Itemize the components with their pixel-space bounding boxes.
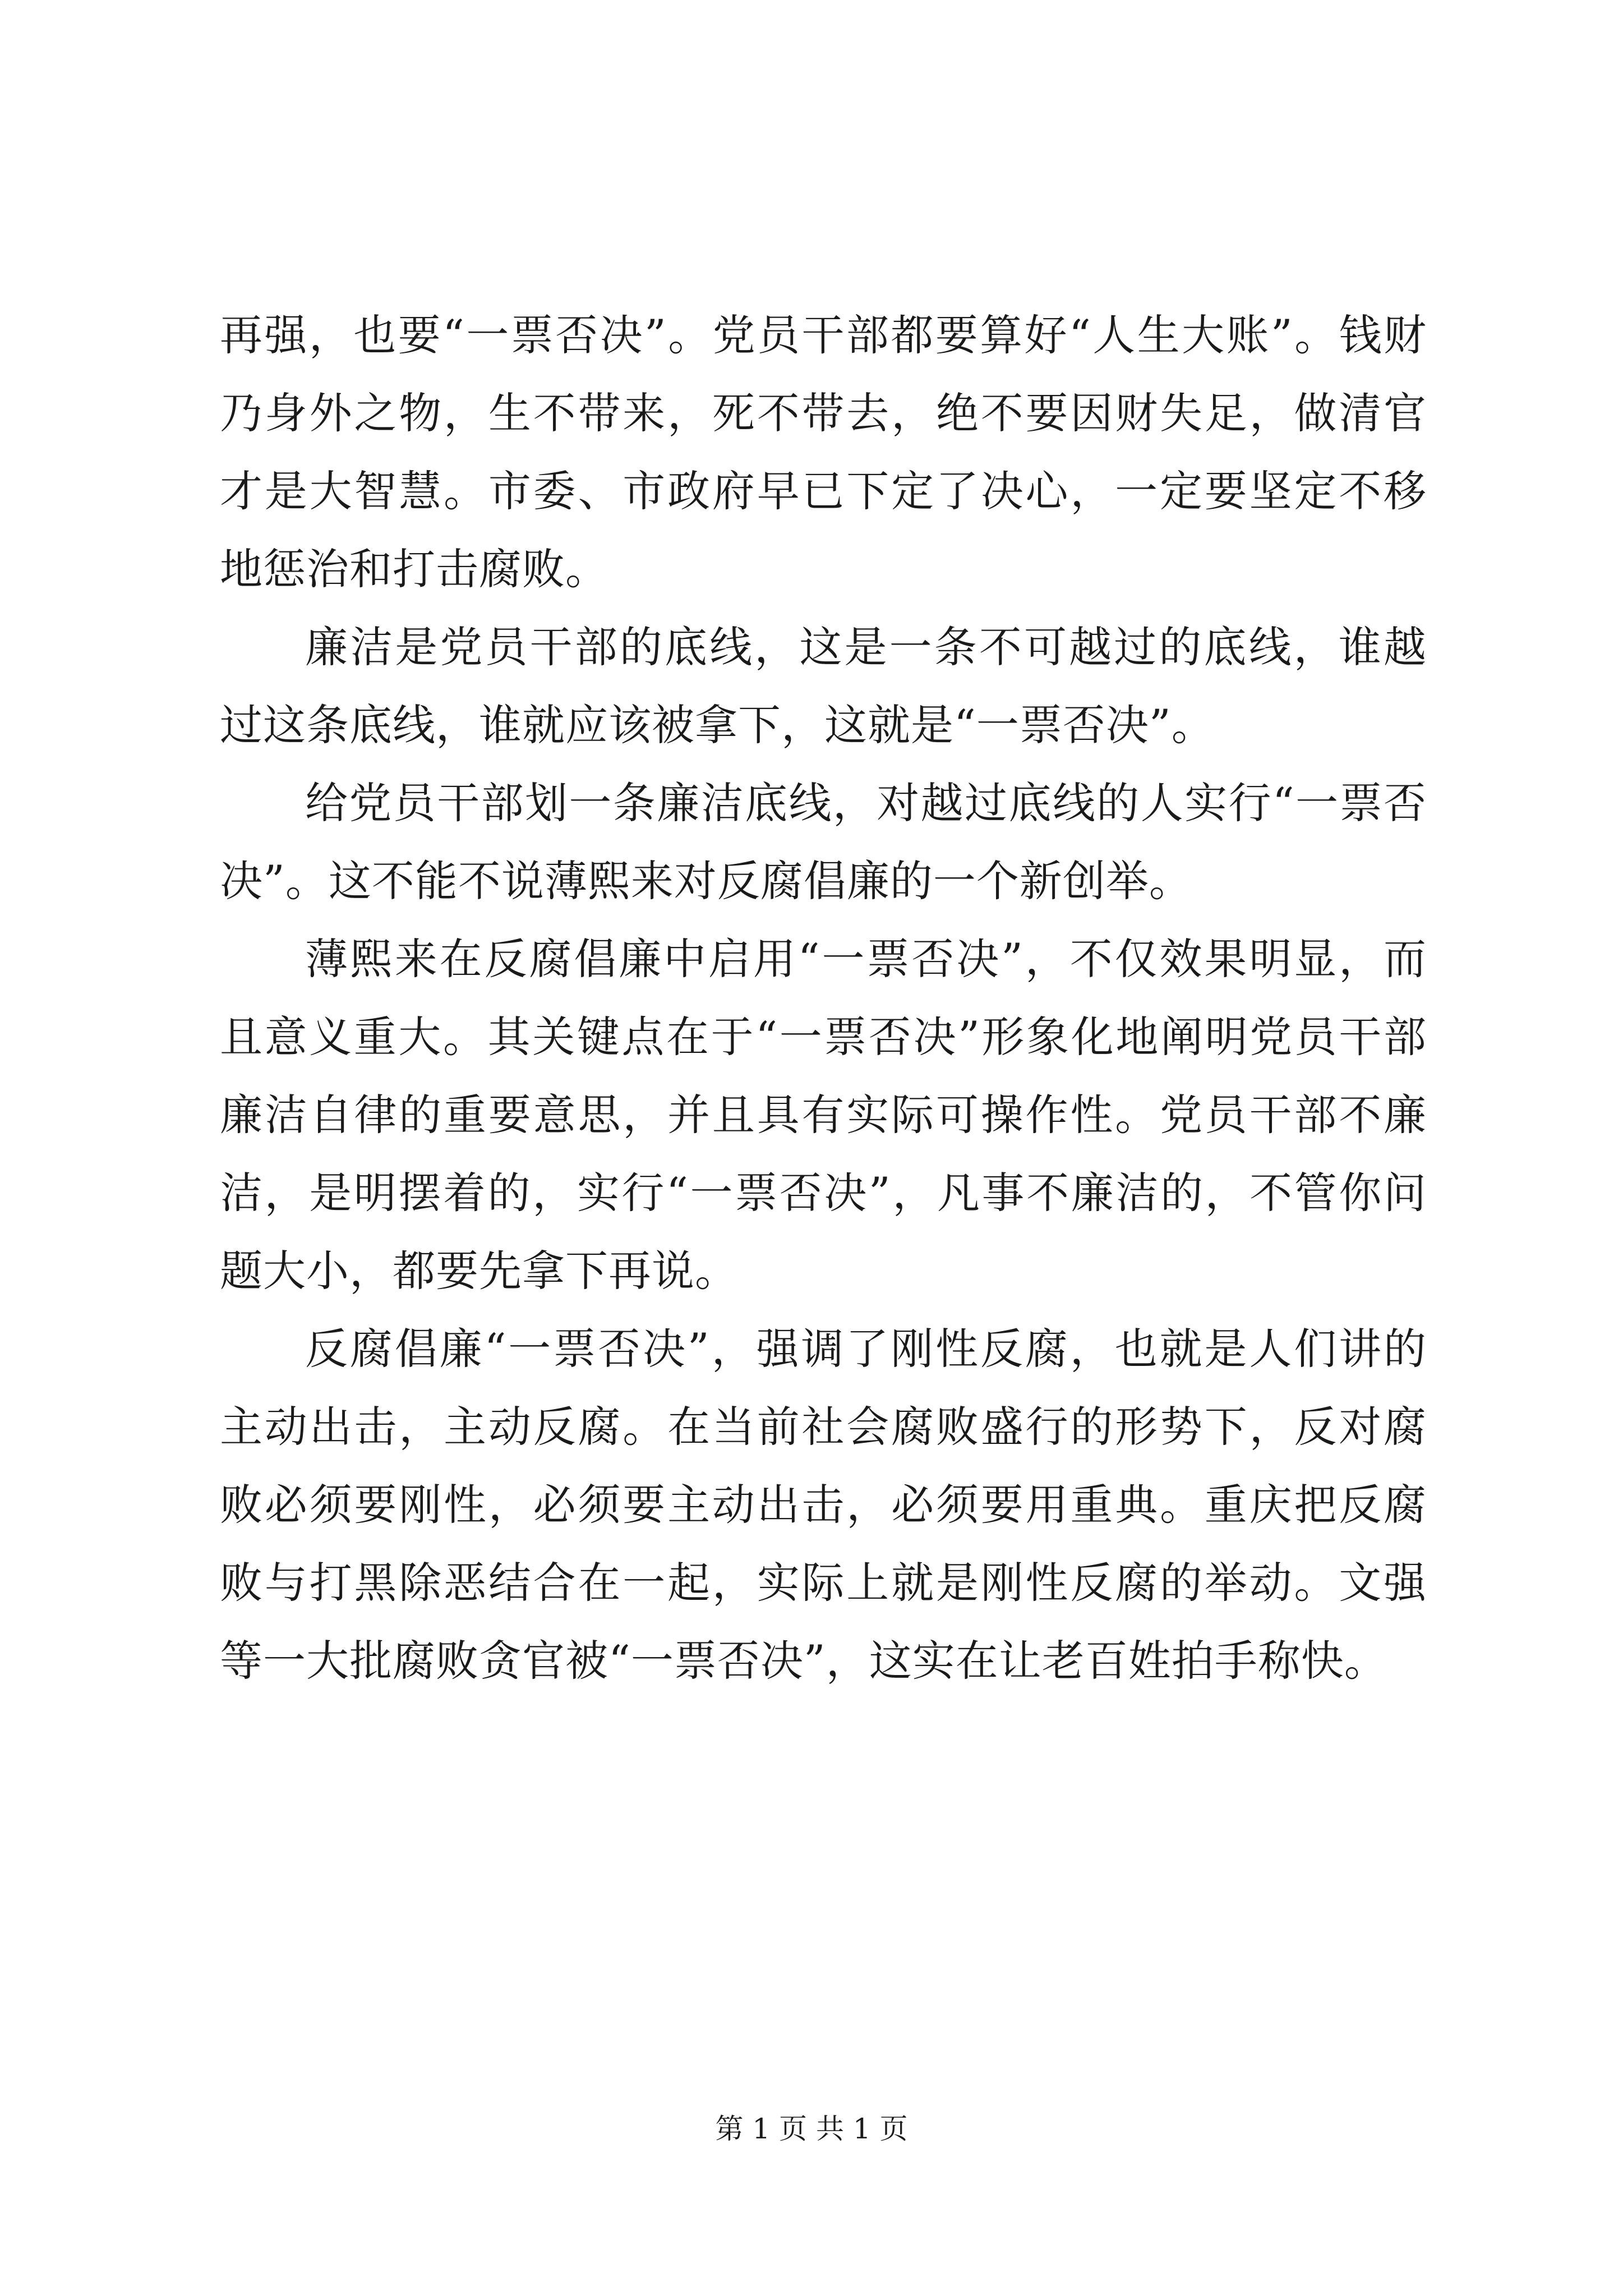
- paragraph-3: 给党员干部划一条廉洁底线，对越过底线的人实行“一票否决”。这不能不说薄熙来对反腐倡廉的一个新创举。: [220, 778, 1427, 906]
- page-footer: 第 1 页 共 1 页: [715, 2113, 908, 2145]
- paragraph-5: 反腐倡廉“一票否决”，强调了刚性反腐，也就是人们讲的主动出击，主动反腐。在当前社会腐败盛行的形势下，反对腐败必须要刚性，必须要主动出击，必须要用重典。重庆把反腐败与打黑除恶结合在一起，实际上就是刚性反腐的举动。文强等一大批腐败贪官被“一票否决”，这实在让老百姓拍手称快。: [220, 1324, 1427, 1686]
- paragraph-2: 廉洁是党员干部的底线，这是一条不可越过的底线，谁越过这条底线，谁就应该被拿下，这就是“一票否决”。: [220, 622, 1427, 750]
- paragraph-4: 薄熙来在反腐倡廉中启用“一票否决”，不仅效果明显，而且意义重大。其关键点在于“一票否决”形象化地阐明党员干部廉洁自律的重要意思，并且具有实际可操作性。党员干部不廉洁，是明摆着的，实行“一票否决”，凡事不廉洁的，不管你问题大小，都要先拿下再说。: [220, 934, 1427, 1296]
- paragraph-1: 再强，也要“一票否决”。党员干部都要算好“人生大账”。钱财乃身外之物，生不带来，死不带去，绝不要因财失足，做清官才是大智慧。市委、市政府早已下定了决心，一定要坚定不移地惩治和打击腐败。: [220, 310, 1427, 594]
- document-body: [220, 296, 1427, 1700]
